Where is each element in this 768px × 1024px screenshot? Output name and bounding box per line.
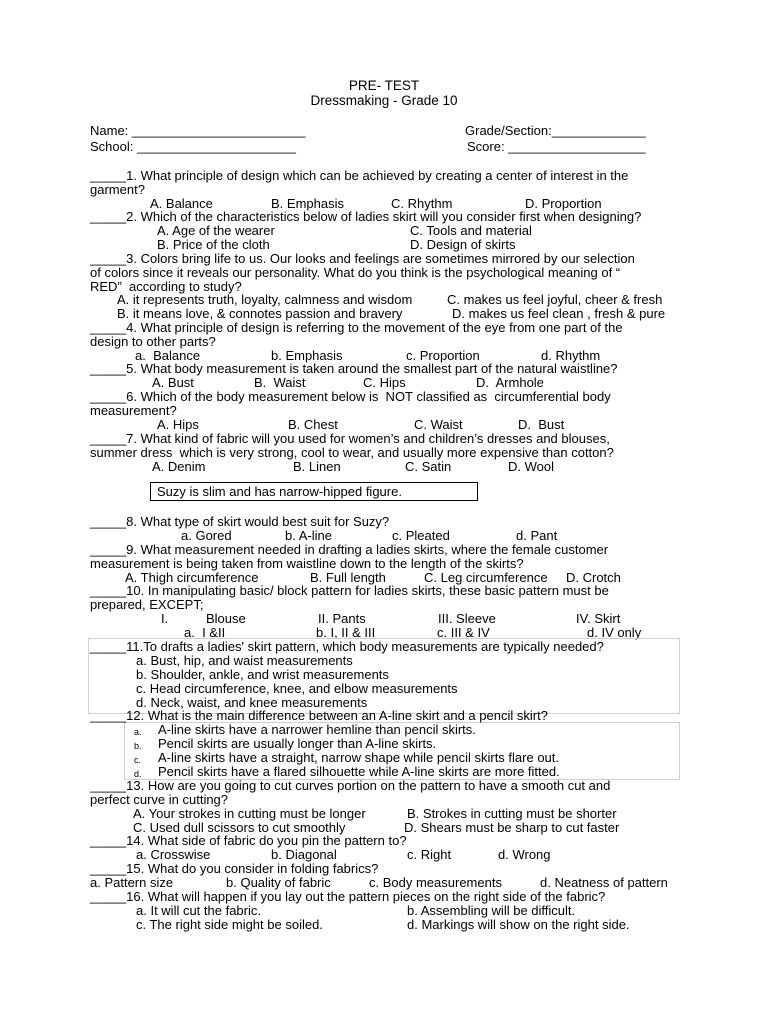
question-12-option: A-line skirts have a narrower hemline than pencil skirts. [158,722,476,737]
question-14-stem: _____14. What side of fabric do you pin the pattern to? [90,833,407,848]
question-16-option: a. It will cut the fabric. [136,903,261,918]
question-9-option: A. Thigh circumference [125,570,259,585]
question-13-option: C. Used dull scissors to cut smoothly [133,820,346,835]
question-2-stem: _____2. Which of the characteristics below of ladies skirt will you consider first when designing? [90,209,642,224]
question-15-option: b. Quality of fabric [226,875,331,890]
school-field: School: ______________________ [90,139,297,154]
question-5-stem: _____5. What body measurement is taken around the smallest part of the natural waistline? [90,361,618,376]
question-8-stem: _____8. What type of skirt would best suit for Suzy? [90,514,390,529]
question-8-option: b. A-line [285,528,332,543]
question-12-option-letter: b. [134,741,142,751]
question-10-option: c. III & IV [437,625,490,640]
question-10-option: d. IV only [587,625,642,640]
question-15-stem: _____15. What do you consider in folding fabrics? [90,861,379,876]
question-16-stem: _____16. What will happen if you lay out the pattern pieces on the right side of the fabric? [90,889,606,904]
question-2-option: D. Design of skirts [410,237,516,252]
question-3-option: C. makes us feel joyful, cheer & fresh [447,292,663,307]
question-13-stem: perfect curve in cutting? [90,792,229,807]
question-6-stem: measurement? [90,403,177,418]
question-10-stem: prepared, EXCEPT; [90,597,204,612]
question-11-option: b. Shoulder, ankle, and wrist measurements [136,667,389,682]
question-10-option: a. I &II [184,625,226,640]
question-11-stem: _____11.To drafts a ladies' skirt pattern, which body measurements are typically needed? [90,639,604,654]
question-10-item: III. Sleeve [438,611,496,626]
scenario-box [150,482,478,501]
question-13-option: B. Strokes in cutting must be shorter [407,806,617,821]
question-13-option: A. Your strokes in cutting must be longer [133,806,366,821]
question-4-option: c. Proportion [406,348,480,363]
question-3-stem: RED” according to study? [90,279,242,294]
question-4-stem: _____4. What principle of design is referring to the movement of the eye from one part of the [90,320,623,335]
question-12-option: Pencil skirts have a flared silhouette while A-line skirts are more fitted. [158,764,560,779]
question-9-option: C. Leg circumference [424,570,548,585]
question-3-stem: of colors since it reveals our personality. What do you think is the psychological meaning of “ [90,265,621,280]
question-13-stem: _____13. How are you going to cut curves portion on the pattern to have a smooth cut and [90,778,611,793]
question-11-option: a. Bust, hip, and waist measurements [136,653,353,668]
question-11-option: d. Neck, waist, and knee measurements [136,695,368,710]
question-8-option: d. Pant [516,528,558,543]
question-10-option: b. I, II & III [316,625,376,640]
question-6-option: B. Chest [288,417,338,432]
question-10-item: I. [161,611,169,626]
question-7-option: A. Denim [152,459,206,474]
question-4-stem: design to other parts? [90,334,216,349]
question-12-option-letter: d. [134,769,142,779]
question-5-option: C. Hips [363,375,406,390]
question-2-option: A. Age of the wearer [157,223,275,238]
question-15-option: a. Pattern size [90,875,174,890]
question-16-option: b. Assembling will be difficult. [407,903,576,918]
question-12-option: Pencil skirts are usually longer than A-line skirts. [158,736,437,751]
question-10-item: II. Pants [318,611,366,626]
question-5-option: D. Armhole [476,375,544,390]
question-3-option: D. makes us feel clean , fresh & pure [452,306,666,321]
question-15-option: d. Neatness of pattern [540,875,668,890]
question-13-option: D. Shears must be sharp to cut faster [404,820,620,835]
page-title: PRE- TEST [348,78,420,93]
question-6-option: A. Hips [157,417,199,432]
question-5-option: B. Waist [254,375,306,390]
question-1-stem: _____1. What principle of design which can be achieved by creating a center of interest in the [90,168,629,183]
question-5-option: A. Bust [152,375,194,390]
question-1-option: A. Balance [150,196,213,211]
question-11-option: c. Head circumference, knee, and elbow measurements [136,681,458,696]
scenario-text: Suzy is slim and has narrow-hipped figure. [157,484,402,499]
question-12-option-letter: c. [134,755,142,765]
question-6-stem: _____6. Which of the body measurement below is NOT classified as circumferential body [90,389,611,404]
question-9-stem: _____9. What measurement needed in drafting a ladies skirts, where the female customer [90,542,609,557]
question-9-option: B. Full length [310,570,386,585]
question-1-stem: garment? [90,182,145,197]
question-1-option: C. Rhythm [391,196,453,211]
question-14-option: c. Right [407,847,452,862]
question-12-stem: _____12. What is the main difference between an A-line skirt and a pencil skirt? [90,708,548,723]
question-6-option: C. Waist [414,417,463,432]
question-3-option: B. it means love, & connotes passion and bravery [117,306,403,321]
question-9-option: D. Crotch [566,570,621,585]
question-3-option: A. it represents truth, loyalty, calmness and wisdom [117,292,413,307]
question-7-option: B. Linen [293,459,341,474]
question-16-option: d. Markings will show on the right side. [407,917,630,932]
question-4-option: a. Balance [135,348,201,363]
question-6-option: D. Bust [518,417,565,432]
question-14-option: a. Crosswise [136,847,211,862]
question-4-option: b. Emphasis [271,348,343,363]
question-14-option: b. Diagonal [271,847,337,862]
question-15-option: c. Body measurements [369,875,502,890]
question-12-option-letter: a. [134,727,142,737]
question-2-option: C. Tools and material [410,223,532,238]
question-9-stem: measurement is being taken from waistline down to the length of the skirts? [90,556,524,571]
question-3-stem: _____3. Colors bring life to us. Our looks and feelings are sometimes mirrored by our selection [90,251,635,266]
name-field: Name: ________________________ [90,123,306,138]
question-7-option: D. Wool [508,459,554,474]
question-1-option: D. Proportion [525,196,602,211]
question-10-item: IV. Skirt [576,611,621,626]
question-12-option: A-line skirts have a straight, narrow shape while pencil skirts flare out. [158,750,560,765]
page-subtitle: Dressmaking - Grade 10 [310,93,458,108]
question-10-item: Blouse [206,611,246,626]
question-7-stem: _____7. What kind of fabric will you used for women’s and children’s dresses and blouses, [90,431,610,446]
question-10-stem: _____10. In manipulating basic/ block pattern for ladies skirts, these basic pattern must be [90,583,609,598]
question-1-option: B. Emphasis [271,196,344,211]
question-4-option: d. Rhythm [541,348,601,363]
question-14-option: d. Wrong [498,847,551,862]
grade-section-field: Grade/Section:_____________ [465,123,646,138]
question-2-option: B. Price of the cloth [157,237,270,252]
question-16-option: c. The right side might be soiled. [136,917,323,932]
question-8-option: c. Pleated [392,528,450,543]
question-7-option: C. Satin [405,459,452,474]
question-8-option: a. Gored [181,528,232,543]
question-7-stem: summer dress which is very strong, cool to wear, and usually more expensive than cotton? [90,445,614,460]
score-field: Score: ___________________ [467,139,646,154]
